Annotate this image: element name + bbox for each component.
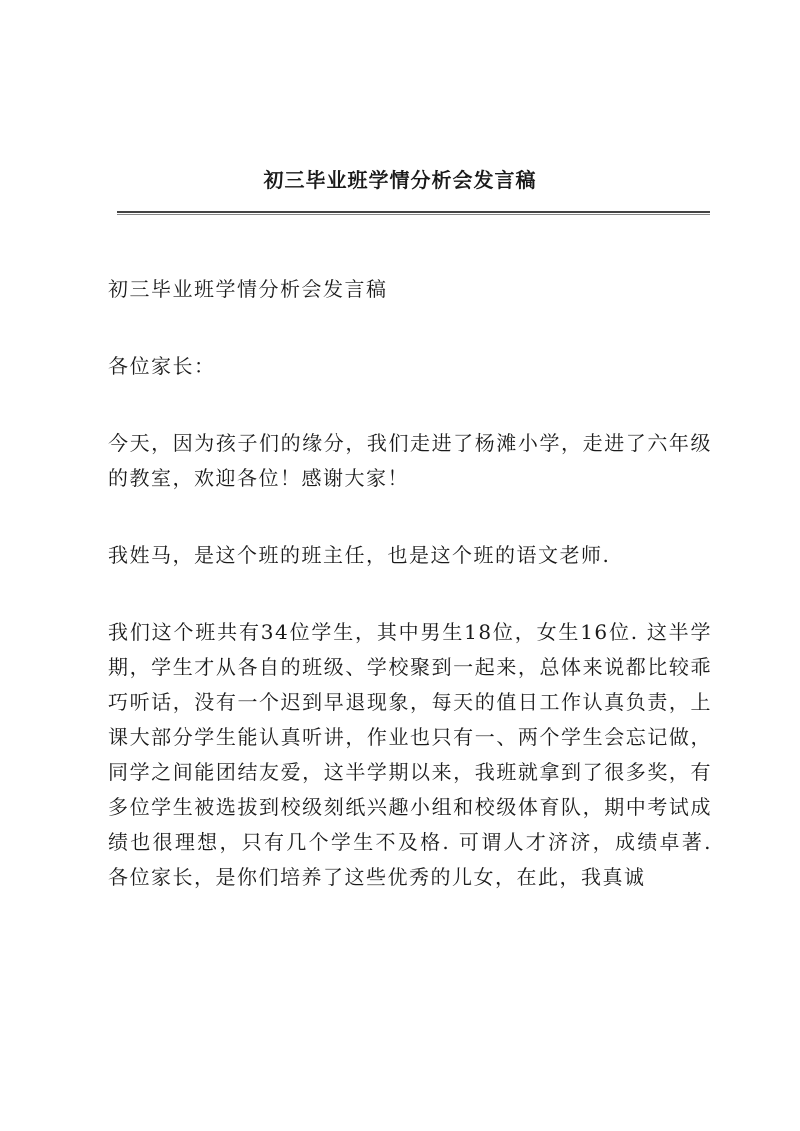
paragraph-class-overview: 我们这个班共有34位学生，其中男生18位，女生16位. 这半学期，学生才从各自的班级、学校聚到一起来，总体来说都比较乖巧听话，没有一个迟到早退现象，每天的值日工作认真负责，上课大部分学生能认真听讲，作业也只有一、两个学生会忘记做，同学之间能团结友爱，这半学期以来，我班就拿到了很多奖，有多位学生被选拔到校级刻纸兴趣小组和校级体育队，期中考试成绩也很理想，只有几个学生不及格. 可谓人才济济，成绩卓著. 各位家长，是你们培养了这些优秀的儿女，在此，我真诚 [108,620,712,889]
document-body [108,272,712,937]
document-title: 初三毕业班学情分析会发言稿 [263,168,537,192]
greeting: 各位家长： [108,354,216,378]
body-subtitle: 初三毕业班学情分析会发言稿 [108,277,388,301]
paragraph-introduction: 我姓马，是这个班的班主任，也是这个班的语文老师. [108,543,611,567]
title-divider [117,211,710,215]
paragraph-welcome: 今天，因为孩子们的缘分，我们走进了杨滩小学，走进了六年级的教室，欢迎各位！感谢大家！ [108,431,712,490]
